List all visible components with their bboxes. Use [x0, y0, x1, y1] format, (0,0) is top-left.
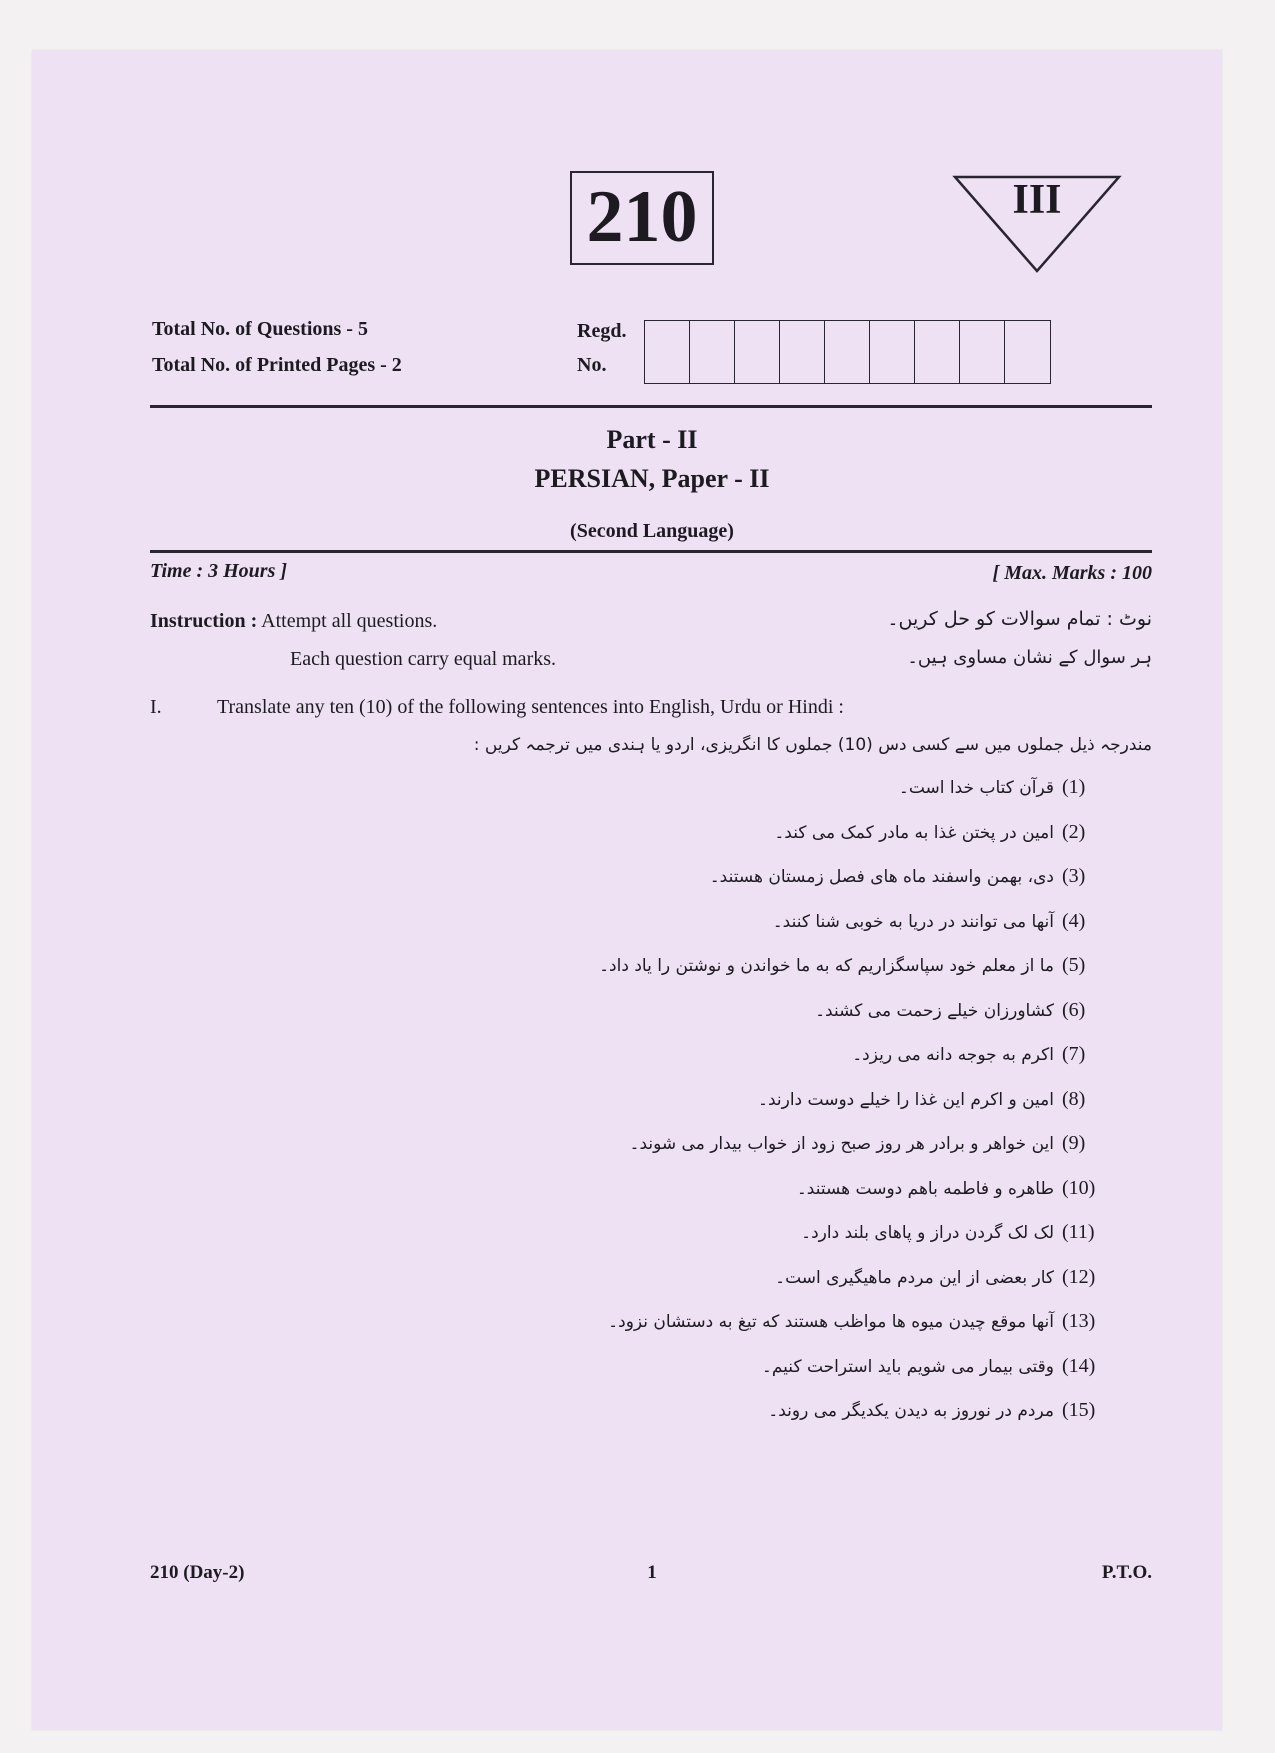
- exam-sheet: [32, 50, 1222, 1730]
- list-item: [392, 1132, 1132, 1177]
- footer-code: 210 (Day-2): [150, 1562, 245, 1583]
- instruction-line-1: [150, 610, 437, 633]
- regd-cell[interactable]: [1005, 321, 1050, 383]
- sentence-number: (1): [1062, 776, 1086, 798]
- sentence-text: ما از معلم خود سپاسگزاریم که به ما خواندن و نوشتن را یاد داد۔: [599, 956, 1054, 976]
- sentence-text: لک لک گردن دراز و پاهای بلند دارد۔: [801, 1223, 1054, 1243]
- sentence-number: (10): [1062, 1176, 1096, 1199]
- sentence-number: (12): [1062, 1265, 1096, 1288]
- question-text: Translate any ten (10) of the following sentences into English, Urdu or Hindi :: [217, 696, 844, 718]
- header-divider: [150, 405, 1152, 408]
- sentence-number: (5): [1062, 954, 1086, 976]
- sentence-number: (3): [1062, 865, 1086, 887]
- list-item: [392, 865, 1132, 910]
- title-divider: [150, 550, 1152, 553]
- sentence-text: قرآن کتاب خدا است۔: [898, 778, 1054, 798]
- paper-code-box: 210: [570, 171, 714, 265]
- sentence-text: کشاورزان خیلے زحمت می کشند۔: [815, 1000, 1054, 1021]
- list-item: [392, 821, 1132, 866]
- regd-no-label: No.: [577, 354, 607, 376]
- sentence-text: وقتی بیمار می شویم باید استراحت کنیم۔: [761, 1356, 1054, 1377]
- total-questions: Total No. of Questions - 5: [152, 318, 368, 340]
- question-text-urdu: مندرجہ ذیل جملوں میں سے کسی دس (10) جملوں کا انگریزی، اردو یا ہندی میں ترجمہ کریں :: [473, 735, 1152, 755]
- list-item: [392, 954, 1132, 999]
- language-subtitle: (Second Language): [570, 520, 734, 542]
- sentence-text: مردم در نوروز به دیدن یکدیگر می روند۔: [768, 1401, 1054, 1421]
- regd-label: Regd.: [577, 320, 627, 342]
- sentence-number: (11): [1062, 1221, 1095, 1243]
- total-pages: Total No. of Printed Pages - 2: [152, 354, 402, 376]
- urdu-note-1: نوٹ : تمام سوالات کو حل کریں۔: [887, 608, 1152, 630]
- sentence-number: (14): [1062, 1354, 1096, 1377]
- sentence-number: (8): [1062, 1087, 1086, 1110]
- sentence-number: (7): [1062, 1043, 1086, 1065]
- pto-label: P.T.O.: [1101, 1562, 1152, 1583]
- list-item: [392, 910, 1132, 955]
- sentence-number: (13): [1062, 1310, 1096, 1332]
- regd-cell[interactable]: [735, 321, 780, 383]
- sentence-text: امین در پختن غذا به مادر کمک می کند۔: [774, 822, 1054, 843]
- sentence-text: امین و اکرم این غذا را خیلے دوست دارند۔: [758, 1089, 1054, 1110]
- regd-cell[interactable]: [645, 321, 690, 383]
- regd-cell[interactable]: [915, 321, 960, 383]
- instruction-label: Instruction :: [150, 610, 258, 632]
- list-item: [392, 1355, 1132, 1400]
- max-marks: [ Max. Marks : 100: [992, 562, 1152, 584]
- question-number: I.: [150, 696, 162, 718]
- list-item: [392, 1310, 1132, 1355]
- list-item: [392, 999, 1132, 1044]
- sentence-text: آنها می توانند در دریا به خوبی شنا کنند۔: [772, 911, 1054, 932]
- part-title: Part - II: [606, 425, 698, 454]
- time-allowed: Time : 3 Hours ]: [150, 560, 288, 582]
- sentence-number: (2): [1062, 820, 1086, 843]
- sentence-text: آنها موقع چیدن میوه ها مواظب هستند که تیغ به دستشان نزود۔: [608, 1312, 1054, 1332]
- regd-cell[interactable]: [960, 321, 1005, 383]
- regd-cell[interactable]: [870, 321, 915, 383]
- sentence-text: طاهره و فاطمه باهم دوست هستند۔: [796, 1178, 1054, 1199]
- list-item: [392, 1266, 1132, 1311]
- list-item: [392, 1177, 1132, 1222]
- list-item: [392, 1221, 1132, 1266]
- urdu-note-2: ہر سوال کے نشان مساوی ہیں۔: [907, 647, 1152, 668]
- list-item: [392, 1088, 1132, 1133]
- sentence-number: (15): [1062, 1399, 1096, 1421]
- sentence-text: این خواهر و برادر هر روز صبح زود از خواب بیدار می شوند۔: [629, 1134, 1054, 1154]
- regd-cell[interactable]: [780, 321, 825, 383]
- subject-title: PERSIAN, Paper - II: [534, 464, 770, 493]
- sentence-number: (6): [1062, 998, 1086, 1021]
- list-item: [392, 1043, 1132, 1088]
- list-item: [392, 1399, 1132, 1444]
- sentence-list: [392, 776, 1132, 1444]
- instruction-text-1: Attempt all questions.: [261, 610, 438, 632]
- sentence-text: اکرم به جوجه دانه می ریزد۔: [852, 1045, 1054, 1065]
- sentence-number: (9): [1062, 1132, 1086, 1154]
- sentence-text: کار بعضی از این مردم ماهیگیری است۔: [775, 1267, 1054, 1288]
- regd-cell[interactable]: [690, 321, 735, 383]
- grade-label: III: [1012, 177, 1062, 223]
- sentence-number: (4): [1062, 909, 1086, 932]
- sentence-text: دی، بهمن واسفند ماه های فصل زمستان هستند۔: [709, 867, 1054, 887]
- regd-cell[interactable]: [825, 321, 870, 383]
- page-number: 1: [647, 1562, 657, 1583]
- registration-number-grid[interactable]: [644, 320, 1051, 384]
- instruction-text-2: Each question carry equal marks.: [290, 648, 557, 670]
- list-item: [392, 776, 1132, 821]
